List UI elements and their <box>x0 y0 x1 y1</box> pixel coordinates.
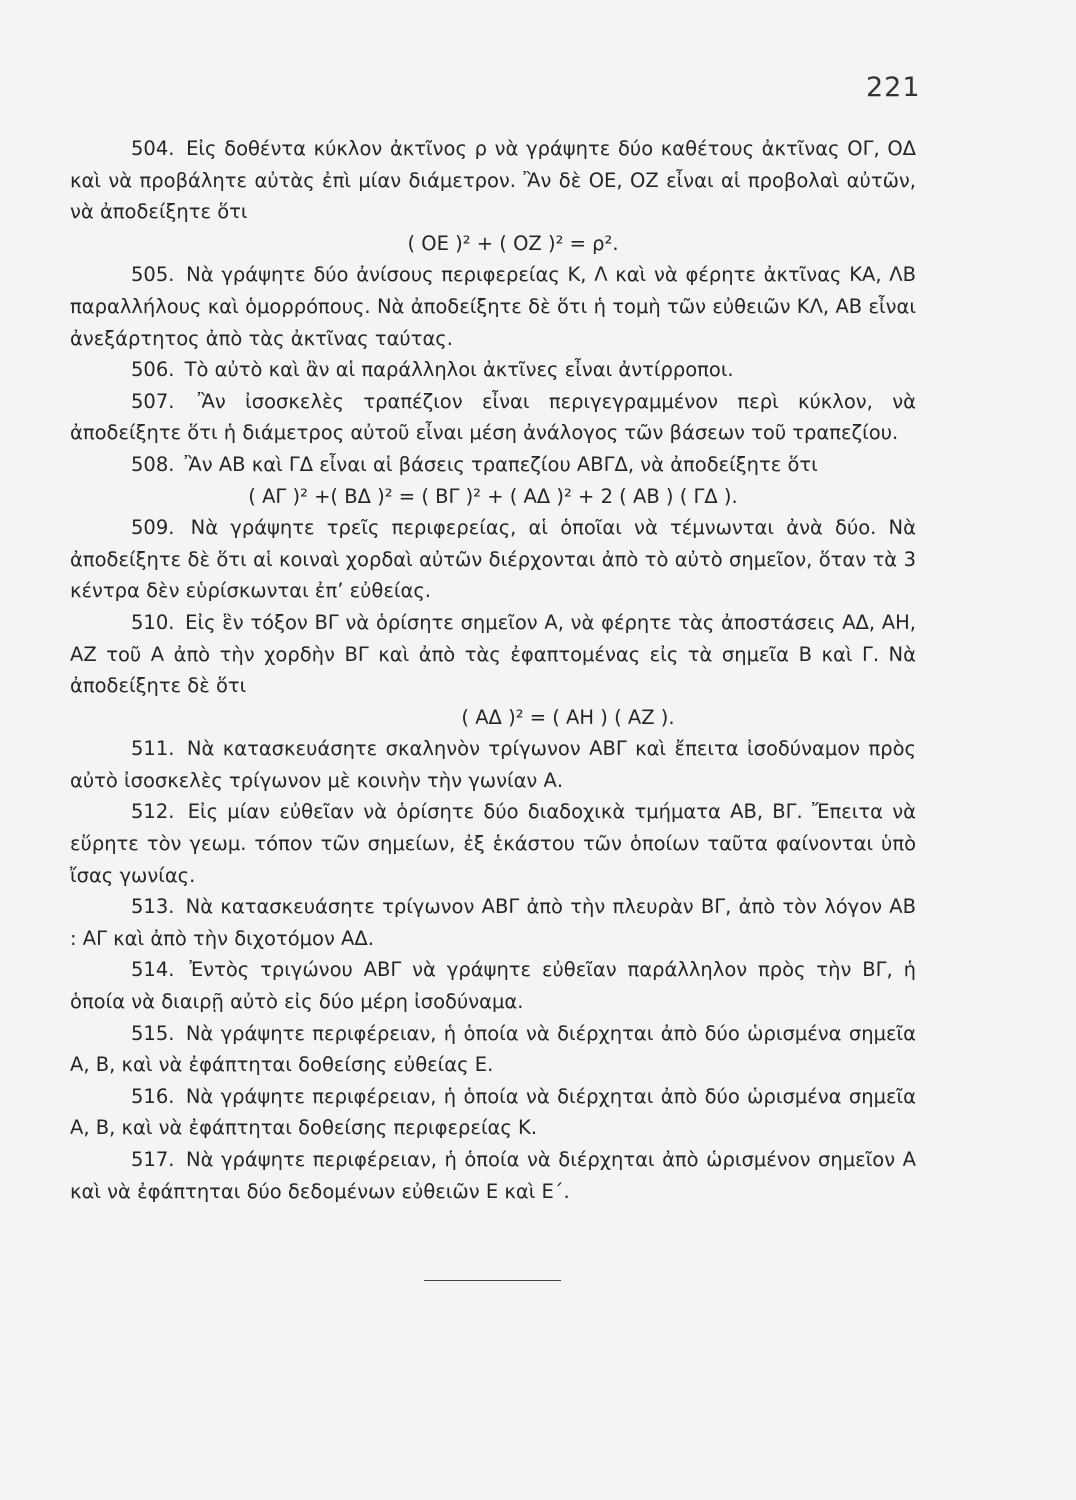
problem-formula: ( ΑΔ )² = ( ΑΗ ) ( ΑΖ ). <box>461 705 675 729</box>
problem-number: 506. <box>131 358 175 382</box>
problem-number: 509. <box>131 516 175 540</box>
problem-507 <box>70 386 916 449</box>
problem-number: 513. <box>131 895 175 919</box>
problem-number: 517. <box>131 1148 175 1171</box>
problem-number: 511. <box>131 737 175 761</box>
problem-number: 514. <box>131 958 175 982</box>
problem-text: Νὰ γράψητε περιφέρειαν, ἡ ὁποία νὰ διέρχηται ἀπὸ δύο ὡρισμένα σημεῖα Α, Β, καὶ νὰ ἐφάπτηται δοθείσης εὐθείας Ε. <box>70 1021 917 1077</box>
problem-509 <box>70 512 916 607</box>
page-number: 221 <box>866 72 921 103</box>
problem-text: Εἰς μίαν εὐθεῖαν νὰ ὁρίσητε δύο διαδοχικὰ τμήματα ΑΒ, ΒΓ. Ἔπειτα νὰ εὕρητε τὸν γεωμ. τόπον τῶν σημείων, ἐξ ἑκάστου τῶν ὁποίων ταῦτα φαίνονται ὑπὸ ἴσας γωνίας. <box>70 800 917 887</box>
problem-text: Νὰ γράψητε τρεῖς περιφερείας, αἱ ὁποῖαι νὰ τέμνωνται ἀνὰ δύο. Νὰ ἀποδείξητε δὲ ὅτι αἱ κοιναὶ χορδαὶ αὐτῶν διέρχονται ἀπὸ τὸ αὐτὸ σημεῖον, ὅταν τὰ 3 κέντρα δὲν εὑρίσκωνται ἐπ’ εὐθείας. <box>70 516 917 603</box>
problem-text: Τὸ αὐτὸ καὶ ἂν αἱ παράλληλοι ἀκτῖνες εἶναι ἀντίρροποι. <box>184 358 734 382</box>
problem-508 <box>70 449 916 481</box>
problem-506 <box>70 354 916 386</box>
problem-number: 512. <box>131 800 175 824</box>
problem-505 <box>70 259 916 354</box>
problem-504 <box>70 133 916 228</box>
problem-number: 515. <box>131 1021 175 1045</box>
problem-text: Νὰ γράψητε περιφέρειαν, ἡ ὁποία νὰ διέρχηται ἀπὸ ὡρισμένον σημεῖον Α καὶ νὰ ἐφάπτηται δύο δεδομένων εὐθειῶν Ε καὶ Ε΄. <box>70 1148 916 1203</box>
problem-text: Νὰ κατασκευάσητε σκαληνὸν τρίγωνον ΑΒΓ καὶ ἔπειτα ἰσοδύναμον πρὸς αὐτὸ ἰσοσκελὲς τρίγωνον μὲ κοινὴν τὴν γωνίαν Α. <box>70 737 916 792</box>
problem-text: Νὰ γράψητε περιφέρειαν, ἡ ὁποία νὰ διέρχηται ἀπὸ δύο ὡρισμένα σημεῖα Α, Β, καὶ νὰ ἐφάπτηται δοθείσης περιφερείας Κ. <box>70 1084 917 1140</box>
problem-510 <box>70 607 916 702</box>
problem-text: Εἰς δοθέντα κύκλον ἀκτῖνος ρ νὰ γράψητε δύο καθέτους ἀκτῖνας ΟΓ, ΟΔ καὶ νὰ προβάλητε αὐτὰς ἐπὶ μίαν διάμετρον. Ἂν δὲ ΟΕ, ΟΖ εἶναι αἱ προβολαὶ αὐτῶν, νὰ ἀποδείξητε ὅτι <box>70 137 917 224</box>
problem-515 <box>70 1018 916 1081</box>
problem-text: Νὰ κατασκευάσητε τρίγωνον ΑΒΓ ἀπὸ τὴν πλευρὰν ΒΓ, ἀπὸ τὸν λόγον ΑΒ : ΑΓ καὶ ἀπὸ τὴν διχοτόμον ΑΔ. <box>70 895 916 950</box>
problem-number: 507. <box>131 389 175 413</box>
problem-text: Εἰς ἓν τόξον ΒΓ νὰ ὁρίσητε σημεῖον Α, νὰ φέρητε τὰς ἀποστάσεις ΑΔ, ΑΗ, ΑΖ τοῦ Α ἀπὸ τὴν χορδὴν ΒΓ καὶ ἀπὸ τὰς ἐφαπτομένας εἰς τὰ σημεῖα Β καὶ Γ. Νὰ ἀποδείξητε δὲ ὅτι <box>70 610 916 698</box>
problem-text: Ἂν ἰσοσκελὲς τραπέζιον εἶναι περιγεγραμμένον περὶ κύκλον, νὰ ἀποδείξητε ὅτι ἡ διάμετρος αὐτοῦ εἶναι μέση ἀνάλογος τῶν βάσεων τοῦ τραπεζίου. <box>70 389 916 445</box>
problem-number: 504. <box>131 137 175 160</box>
problem-511 <box>70 733 916 796</box>
problem-formula: ( ΟΕ )² + ( ΟΖ )² = ρ². <box>407 231 619 255</box>
problem-number: 508. <box>131 452 175 476</box>
problem-text: Ἂν ΑΒ καὶ ΓΔ εἶναι αἱ βάσεις τραπεζίου ΑΒΓΔ, νὰ ἀποδείξητε ὅτι <box>184 452 818 476</box>
problem-number: 505. <box>131 263 175 287</box>
problem-text: Ἐντὸς τριγώνου ΑΒΓ νὰ γράψητε εὐθεῖαν παράλληλον πρὸς τὴν ΒΓ, ἡ ὁποία νὰ διαιρῇ αὐτὸ εἰς δύο μέρη ἰσοδύναμα. <box>70 958 917 1014</box>
problem-513 <box>70 891 916 954</box>
problem-516 <box>70 1081 916 1144</box>
problem-512 <box>70 796 916 891</box>
problem-formula: ( ΑΓ )² +( ΒΔ )² = ( ΒΓ )² + ( ΑΔ )² + 2 ( ΑΒ ) ( ΓΔ ). <box>248 484 738 508</box>
problem-517 <box>70 1144 916 1207</box>
problem-text: Νὰ γράψητε δύο ἀνίσους περιφερείας Κ, Λ καὶ νὰ φέρητε ἀκτῖνας ΚΑ, ΛΒ παραλλήλους καὶ ὁμορρόπους. Νὰ ἀποδείξητε δὲ ὅτι ἡ τομὴ τῶν εὐθειῶν ΚΛ, ΑΒ εἶναι ἀνεξάρτητος ἀπὸ τὰς ἀκτῖνας ταύτας. <box>70 263 916 350</box>
problem-number: 516. <box>131 1084 175 1108</box>
problem-number: 510. <box>131 610 175 634</box>
section-divider <box>424 1280 561 1281</box>
problem-514 <box>70 954 916 1017</box>
problem-list <box>70 133 916 1207</box>
